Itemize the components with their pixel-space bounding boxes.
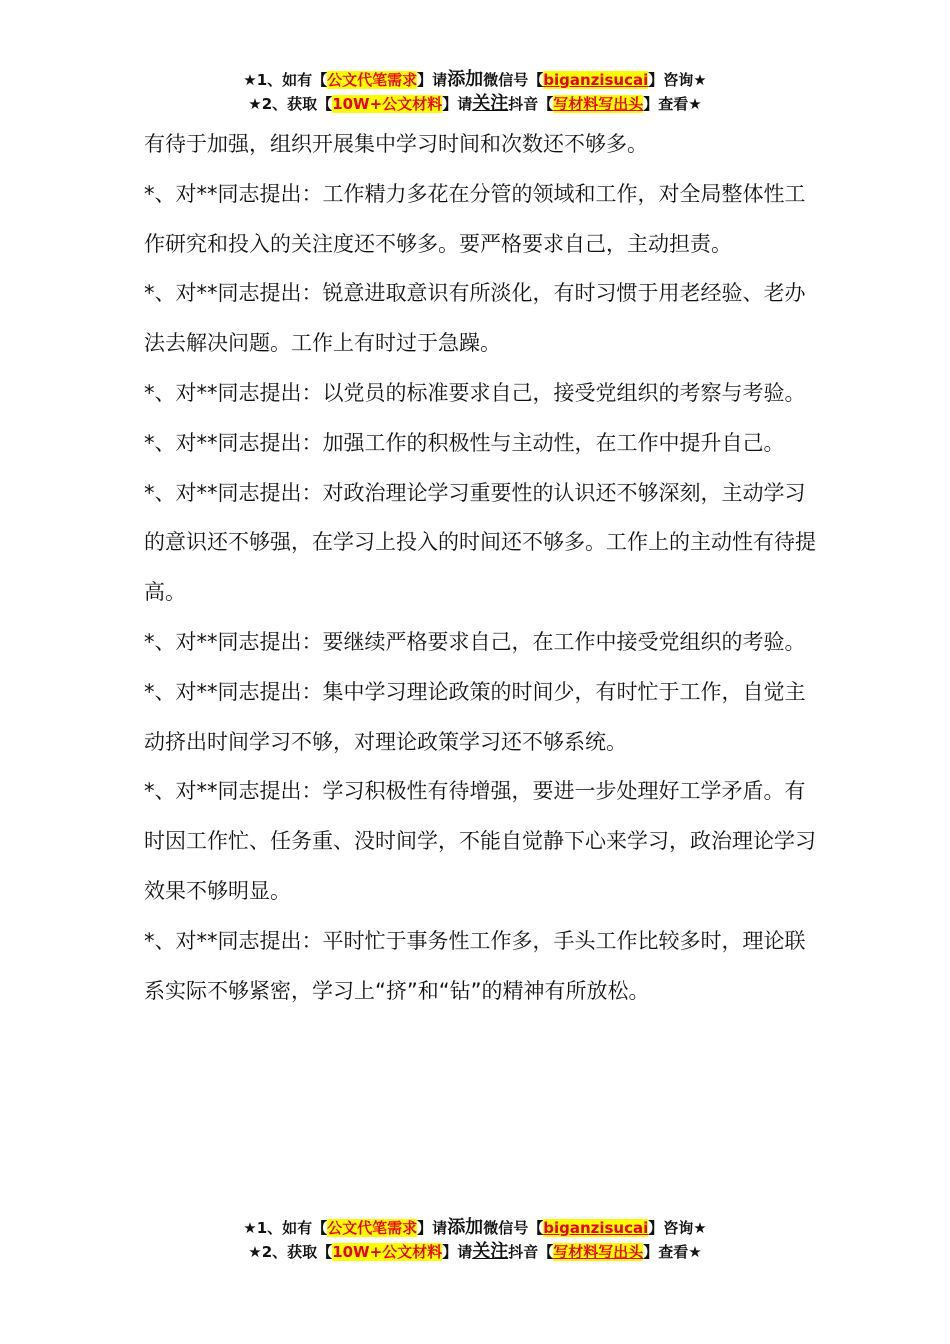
banner-text: 】咨询 bbox=[648, 1219, 694, 1237]
banner-text: 抖音【 bbox=[508, 1243, 554, 1261]
paragraph: 有待于加强，组织开展集中学习时间和次数还不够多。 bbox=[144, 132, 648, 156]
header-banner bbox=[0, 68, 950, 116]
highlight-douyin-account: 写材料写出头 bbox=[553, 95, 644, 113]
banner-text: 】查看 bbox=[643, 1243, 689, 1261]
banner-text: 微信号【 bbox=[483, 71, 544, 89]
star-icon: ★ bbox=[688, 95, 702, 113]
banner-line-2 bbox=[0, 92, 950, 116]
paragraph: *、对**同志提出：对政治理论学习重要性的认识还不够深刻，主动学习的意识还不够强，在学习上投入的时间还不够多。工作上的主动性有待提高。 bbox=[144, 480, 816, 605]
banner-text: 】请 bbox=[442, 95, 473, 113]
paragraph: *、对**同志提出：学习积极性有待增强，要进一步处理好工学矛盾。有时因工作忙、任务重、没时间学，不能自觉静下心来学习，政治理论学习效果不够明显。 bbox=[144, 779, 816, 903]
banner-line-2 bbox=[0, 1240, 950, 1264]
paragraph: *、对**同志提出：要继续严格要求自己，在工作中接受党组织的考验。 bbox=[144, 629, 806, 654]
banner-text: 抖音【 bbox=[508, 95, 554, 113]
paragraph: *、对**同志提出：以党员的标准要求自己，接受党组织的考察与考验。 bbox=[144, 380, 806, 405]
star-icon: ★ bbox=[248, 1243, 262, 1261]
banner-line-1 bbox=[0, 68, 950, 92]
star-icon: ★ bbox=[688, 1243, 702, 1261]
star-icon: ★ bbox=[248, 95, 262, 113]
document-body bbox=[144, 120, 824, 1016]
banner-text: 1、如有【 bbox=[256, 71, 328, 89]
footer-banner bbox=[0, 1216, 950, 1264]
highlight-materials: 10W+公文材料 bbox=[332, 1243, 443, 1261]
paragraph: *、对**同志提出：锐意进取意识有所淡化，有时习惯于用老经验、老办法去解决问题。工作上有时过于急躁。 bbox=[144, 281, 806, 356]
banner-text: 2、获取【 bbox=[261, 95, 333, 113]
highlight-materials: 10W+公文材料 bbox=[332, 95, 443, 113]
banner-text: 2、获取【 bbox=[261, 1243, 333, 1261]
highlight-service: 公文代笔需求 bbox=[327, 1219, 418, 1237]
paragraph: *、对**同志提出：平时忙于事务性工作多，手头工作比较多时，理论联系实际不够紧密，学习上“挤”和“钻”的精神有所放松。 bbox=[144, 928, 806, 1003]
banner-text: 1、如有【 bbox=[256, 1219, 328, 1237]
banner-emphasis: 添加 bbox=[447, 1217, 484, 1238]
highlight-wechat-id: biganzisucai bbox=[543, 1219, 649, 1237]
banner-text: 】请 bbox=[442, 1243, 473, 1261]
paragraph: *、对**同志提出：工作精力多花在分管的领域和工作，对全局整体性工作研究和投入的关注度还不够多。要严格要求自己，主动担责。 bbox=[144, 181, 806, 256]
paragraph: *、对**同志提出：加强工作的积极性与主动性，在工作中提升自己。 bbox=[144, 430, 785, 455]
banner-line-1 bbox=[0, 1216, 950, 1240]
star-icon: ★ bbox=[243, 1219, 257, 1237]
banner-text: 】查看 bbox=[643, 95, 689, 113]
banner-emphasis: 关注 bbox=[472, 93, 509, 114]
highlight-service: 公文代笔需求 bbox=[327, 71, 418, 89]
banner-text: 】请 bbox=[417, 1219, 448, 1237]
banner-text: 】咨询 bbox=[648, 71, 694, 89]
star-icon: ★ bbox=[693, 1219, 707, 1237]
banner-emphasis: 添加 bbox=[447, 69, 484, 90]
highlight-wechat-id: biganzisucai bbox=[543, 71, 649, 89]
banner-text: 微信号【 bbox=[483, 1219, 544, 1237]
star-icon: ★ bbox=[243, 71, 257, 89]
highlight-douyin-account: 写材料写出头 bbox=[553, 1243, 644, 1261]
banner-text: 】请 bbox=[417, 71, 448, 89]
banner-emphasis: 关注 bbox=[472, 1241, 509, 1262]
paragraph: *、对**同志提出：集中学习理论政策的时间少，有时忙于工作，自觉主动挤出时间学习不够，对理论政策学习还不够系统。 bbox=[144, 679, 806, 754]
star-icon: ★ bbox=[693, 71, 707, 89]
